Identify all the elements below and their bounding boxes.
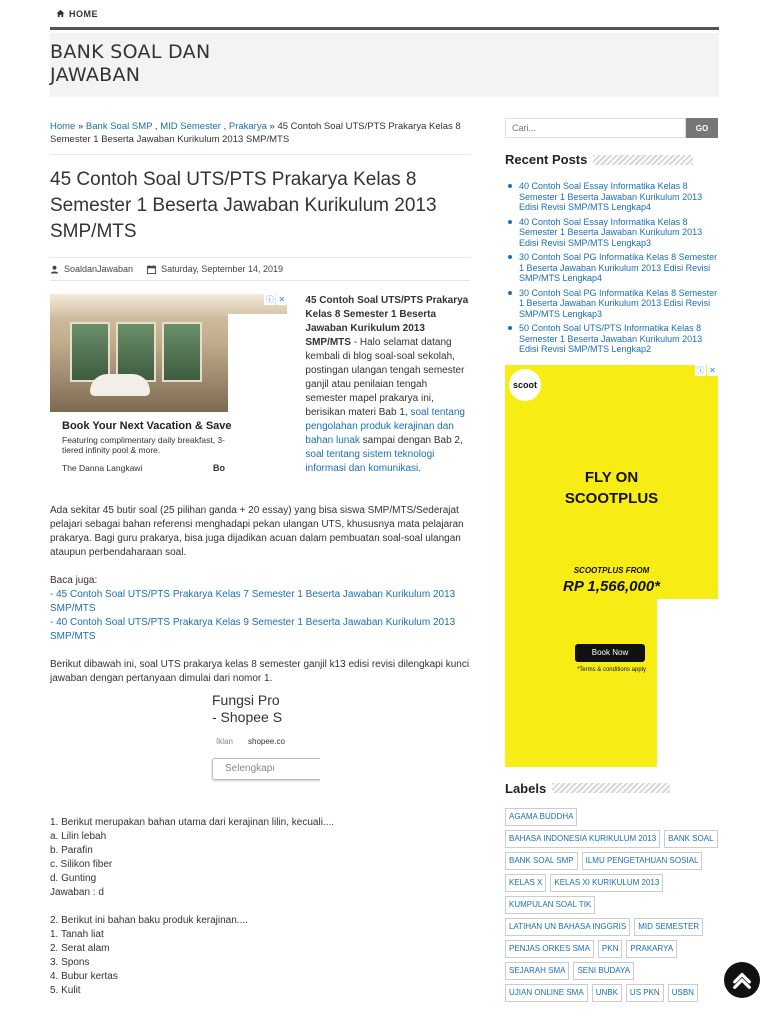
shopee-ad-line2[interactable]: - Shopee S (212, 709, 283, 725)
recent-post-link[interactable]: 50 Contoh Soal UTS/PTS Informatika Kelas 8 Semester 1 Beserta Jawaban Kurikulum 2013 Edisi Revisi SMP/MTS Lengkap2 (519, 323, 703, 354)
related-links (50, 574, 470, 644)
search-button[interactable]: GO (686, 118, 718, 138)
option: a. Lilin lebah (50, 831, 107, 842)
back-to-top-button[interactable] (724, 962, 760, 998)
nav-home-label: HOME (69, 8, 98, 19)
ad-choices[interactable] (695, 365, 718, 376)
option: 3. Spons (50, 957, 90, 968)
shopee-ad-label: Iklan (216, 737, 233, 746)
label-tag[interactable]: SENI BUDAYA (573, 962, 634, 980)
search-input[interactable] (505, 118, 686, 138)
label-tag[interactable]: KELAS XI KURIKULUM 2013 (550, 874, 663, 892)
recent-post-link[interactable]: 30 Contoh Soal PG Informatika Kelas 8 Semester 1 Beserta Jawaban Kurikulum 2013 Edisi Revisi SMP/MTS Lengkap3 (519, 287, 718, 319)
option: 2. Serat alam (50, 943, 110, 954)
recent-post-item[interactable] (505, 288, 718, 320)
intro-text-1: - Halo selamat datang kembali di blog soal-soal sekolah, postingan ulangan tengah semester ganjil atau penilaian tengah semester mapel prakarya ini, berisikan materi Bab 1, (305, 337, 465, 418)
main-content (50, 120, 470, 998)
post-author[interactable]: SoaldanJawaban (64, 264, 134, 274)
label-tag[interactable]: BANK SOAL (664, 830, 717, 848)
breadcrumb-mid-semester[interactable]: MID Semester (160, 121, 221, 132)
label-tag[interactable]: LATIHAN UN BAHASA INGGRIS (505, 918, 630, 936)
top-nav (50, 0, 719, 30)
recent-post-item[interactable] (505, 217, 718, 249)
intro-bold-title: 45 Contoh Soal UTS/PTS Prakarya Kelas 8 Semester 1 Beserta Jawaban Kurikulum 2013 SMP/MTS (305, 295, 469, 348)
recent-posts-heading: Recent Posts (505, 152, 588, 167)
label-tag[interactable]: USBN (668, 984, 698, 1002)
scoot-ad[interactable] (505, 365, 718, 767)
label-tag[interactable]: KELAS X (505, 874, 546, 892)
breadcrumb-bank-soal-smp[interactable]: Bank Soal SMP (85, 121, 153, 132)
breadcrumb-sep: » (77, 121, 84, 132)
option: 5. Kulit (50, 985, 81, 996)
label-tag[interactable]: ILMU PENGETAHUAN SOSIAL (582, 852, 703, 870)
intro-section (50, 294, 470, 478)
labels-cloud (505, 808, 718, 1002)
recent-post-item[interactable] (505, 181, 718, 213)
scoot-headline (505, 467, 718, 509)
hotel-ad-headline[interactable]: Book Your Next Vacation & Save (62, 420, 232, 432)
user-icon (50, 265, 59, 274)
option: b. Parafin (50, 845, 93, 856)
ad-close-icon[interactable]: ✕ (707, 365, 718, 376)
label-tag[interactable]: BAHASA INDONESIA KURIKULUM 2013 (505, 830, 660, 848)
label-tag[interactable]: UJIAN ONLINE SMA (505, 984, 588, 1002)
answer: Jawaban : d (50, 887, 104, 898)
chevron-up-icon (731, 969, 753, 991)
recent-post-link[interactable]: 40 Contoh Soal Essay Informatika Kelas 8 Semester 1 Beserta Jawaban Kurikulum 2013 Edisi Revisi SMP/MTS Lengkap4 (519, 181, 703, 212)
hotel-ad-description: Featuring complimentary daily breakfast, 3-tiered infinity pool & more. (62, 435, 225, 455)
intro-text-3: . (418, 463, 422, 474)
scoot-headline-2: SCOOTPLUS (564, 489, 659, 507)
label-tag[interactable]: PKN (598, 940, 622, 958)
intro-text-2: sampai dengan Bab 2, (359, 435, 463, 446)
ad-info-icon[interactable]: ⓘ (265, 295, 274, 304)
option: c. Silikon fiber (50, 859, 113, 870)
label-tag[interactable]: BANK SOAL SMP (505, 852, 578, 870)
scoot-terms: *Terms & conditions apply (576, 666, 647, 673)
recent-posts-list (505, 181, 718, 355)
related-link-kelas7[interactable]: - 45 Contoh Soal UTS/PTS Prakarya Kelas 7 Semester 1 Beserta Jawaban Kurikulum 2013 SMP/MTS (50, 589, 456, 614)
breadcrumb-current: 45 Contoh Soal UTS/PTS Prakarya Kelas 8 Semester 1 Beserta Jawaban Kurikulum 2013 SMP/MTS (50, 121, 461, 145)
labels-heading: Labels (505, 780, 547, 796)
related-link-kelas9[interactable]: - 40 Contoh Soal UTS/PTS Prakarya Kelas 9 Semester 1 Beserta Jawaban Kurikulum 2013 SMP/MTS (50, 617, 456, 642)
label-tag[interactable]: PRAKARYA (626, 940, 677, 958)
label-tag[interactable]: UNBK (592, 984, 622, 1002)
scoot-logo[interactable]: scoot (509, 369, 541, 401)
option: d. Gunting (50, 873, 97, 884)
ad-choices[interactable] (264, 294, 287, 305)
label-tag[interactable]: SEJARAH SMA (505, 962, 569, 980)
search-form (505, 118, 718, 138)
calendar-icon (147, 265, 156, 274)
header (50, 33, 719, 97)
label-tag[interactable]: KUMPULAN SOAL TIK (505, 896, 595, 914)
recent-post-item[interactable] (505, 323, 718, 355)
scoot-from: SCOOTPLUS FROM (573, 565, 650, 575)
scoot-price: RP 1,566,000* (562, 577, 661, 595)
hotel-ad-cta[interactable]: Bo (213, 463, 225, 473)
site-title[interactable]: BANK SOAL DAN JAWABAN (50, 41, 211, 86)
label-tag[interactable]: PENJAS ORKES SMA (505, 940, 594, 958)
paragraph-intro-questions: Berikut dibawah ini, soal UTS prakarya kelas 8 semester ganjil k13 edisi revisi dilengkapi kunci jawaban dengan pertanyaan dimulai dari nomor 1. (50, 659, 470, 684)
intro-link-bab1[interactable]: soal tentang pengolahan produk kerajinan dan bahan lunak (305, 407, 465, 446)
related-label: Baca juga: (50, 575, 98, 586)
scoot-headline-1: FLY ON (584, 468, 639, 486)
shopee-ad[interactable] (200, 690, 320, 790)
question-text: 2. Berikut ini bahan baku produk kerajinan.... (50, 915, 248, 926)
sidebar (505, 118, 718, 1002)
nav-home-link[interactable] (50, 9, 98, 19)
breadcrumb: Home » Bank Soal SMP , MID Semester , Prakarya » 45 Contoh Soal UTS/PTS Prakarya Kelas 8 Semester 1 Beserta Jawaban Kurikulum 2013 SMP/MTS (50, 120, 470, 155)
home-icon (56, 9, 65, 18)
label-tag[interactable]: MID SEMESTER (634, 918, 703, 936)
label-tag[interactable]: US PKN (626, 984, 664, 1002)
ad-info-icon[interactable]: ⓘ (696, 365, 705, 375)
hotel-ad[interactable] (50, 294, 287, 478)
recent-post-item[interactable] (505, 252, 718, 284)
scoot-book-button[interactable]: Book Now (575, 644, 645, 662)
post-meta (50, 257, 470, 281)
breadcrumb-home[interactable]: Home (50, 121, 76, 132)
ad-close-icon[interactable]: ✕ (276, 294, 287, 305)
recent-posts-title (505, 152, 718, 167)
hotel-ad-brand: The Danna Langkawi (62, 463, 143, 473)
question-1 (50, 816, 470, 900)
breadcrumb-prakarya[interactable]: Prakarya (228, 121, 267, 132)
option: 1. Tanah liat (50, 929, 104, 940)
intro-text (305, 294, 470, 478)
post-date: Saturday, September 14, 2019 (161, 264, 283, 274)
label-tag[interactable]: AGAMA BUDDHA (505, 808, 577, 826)
shopee-ad-domain: shopee.co (248, 737, 285, 746)
recent-post-link[interactable]: 30 Contoh Soal PG Informatika Kelas 8 Semester 1 Beserta Jawaban Kurikulum 2013 Edisi Revisi SMP/MTS Lengkap4 (519, 252, 718, 283)
option: 4. Bubur kertas (50, 971, 118, 982)
question-text: 1. Berikut merupakan bahan utama dari kerajinan lilin, kecuali.... (50, 817, 335, 828)
question-2 (50, 914, 470, 998)
post-title: 45 Contoh Soal UTS/PTS Prakarya Kelas 8 Semester 1 Beserta Jawaban Kurikulum 2013 SMP/MTS (50, 169, 437, 242)
intro-link-bab2[interactable]: soal tentang sistem teknologi informasi dan komunikasi (305, 449, 435, 474)
labels-title (505, 781, 718, 796)
shopee-ad-line1[interactable]: Fungsi Pro (212, 692, 280, 708)
recent-post-link[interactable]: 40 Contoh Soal Essay Informatika Kelas 8 Semester 1 Beserta Jawaban Kurikulum 2013 Edisi Revisi SMP/MTS Lengkap3 (519, 216, 703, 248)
breadcrumb-sep: » (269, 121, 275, 132)
paragraph-about: Ada sekitar 45 butir soal (25 pilihan ganda + 20 essay) yang bisa siswa SMP/MTS/Sederajat pelajari sebagai bahan referensi menghadapi pekan ulangan UTS, khususnya mata pelajaran prakarya. Bagi guru prakarya, bisa juga dijadikan acuan dalam pembuatan soal-soal ulangan ataupun perbendaharaan soal. (50, 505, 464, 558)
shopee-ad-button[interactable]: Selengkapı (212, 758, 320, 780)
